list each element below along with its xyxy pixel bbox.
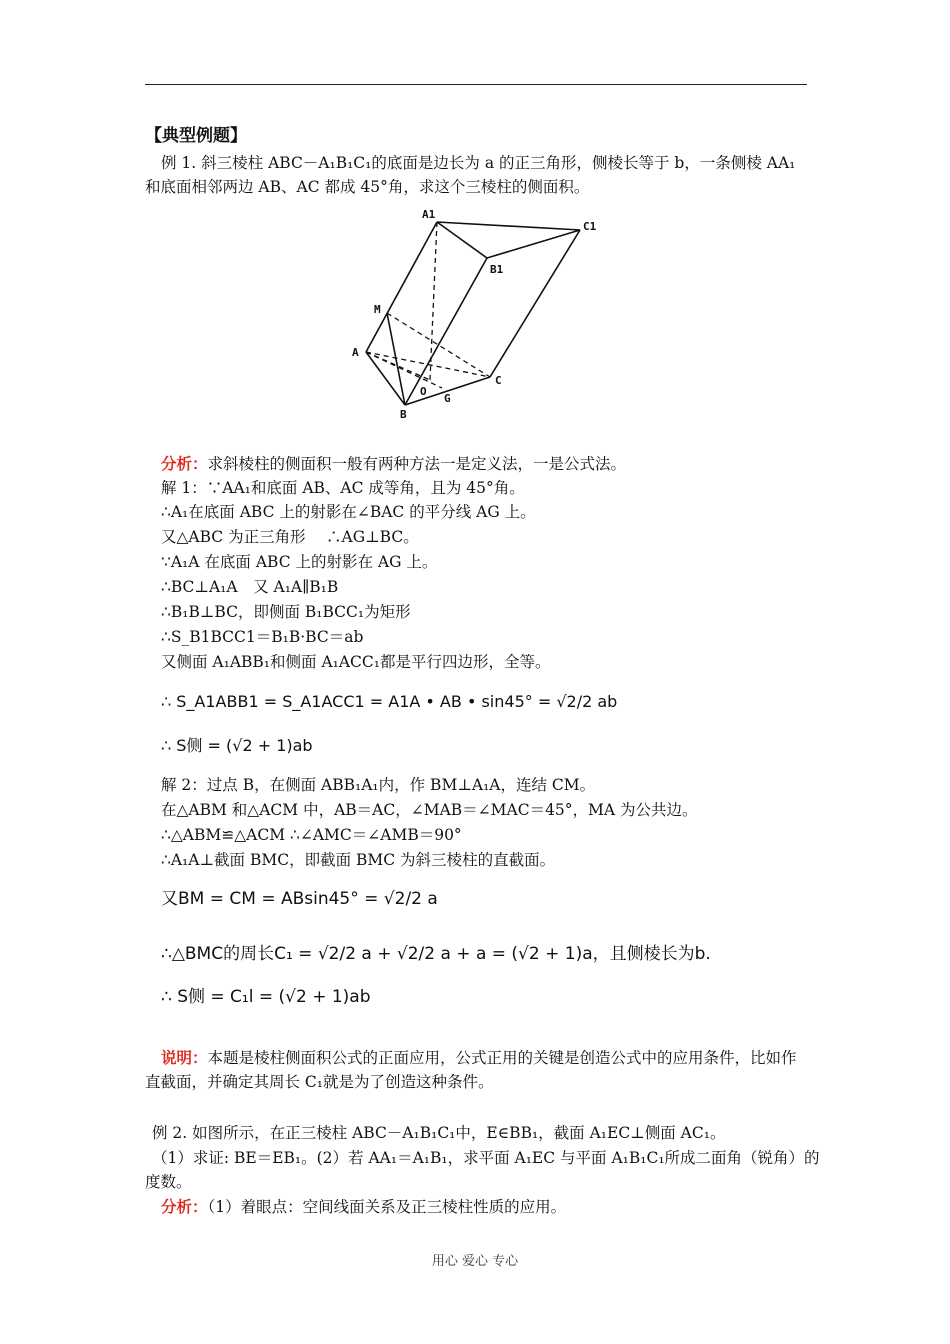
note-text: 本题是棱柱侧面积公式的正面应用，公式正用的关键是创造公式中的应用条件，比如作直截面，并确定其周长 C₁就是为了创造这种条件。	[145, 1049, 797, 1091]
page-footer: 用心 爱心 专心	[431, 1254, 519, 1269]
example2-line: 例 2. 如图所示，在正三棱柱 ABC－A₁B₁C₁中，E∈BB₁，截面 A₁EC⊥侧面 AC₁。	[152, 1124, 726, 1142]
formula-total-1: ∴ S侧 = (√2 + 1)ab	[161, 736, 313, 755]
analysis-1	[161, 452, 811, 476]
label-B1: B1	[490, 263, 504, 276]
header-rule	[145, 84, 807, 85]
prism-figure	[340, 200, 610, 430]
label-B: B	[400, 408, 407, 421]
solution2-line: ∴A₁A⊥截面 BMC，即截面 BMC 为斜三棱柱的直截面。	[161, 851, 556, 869]
solution2-line: ∴△ABM≌△ACM ∴∠AMC＝∠AMB＝90°	[161, 826, 462, 844]
solution1-line: ∴B₁B⊥BC，即侧面 B₁BCC₁为矩形	[161, 603, 411, 621]
label-O: O	[420, 385, 427, 398]
solution2-line: 在△ABM 和△ACM 中，AB＝AC，∠MAB＝∠MAC＝45°，MA 为公共边。	[161, 801, 698, 819]
solution2-line: 解 2：过点 B，在侧面 ABB₁A₁内，作 BM⊥A₁A，连结 CM。	[161, 776, 596, 794]
analysis2-text: （1）着眼点：空间线面关系及正三棱柱性质的应用。	[207, 1198, 567, 1216]
solution1-line: ∴A₁在底面 ABC 上的射影在∠BAC 的平分线 AG 上。	[161, 503, 536, 521]
label-M: M	[374, 303, 381, 316]
label-G: G	[444, 392, 451, 405]
label-A1: A1	[422, 208, 436, 221]
formula-lateral-face: ∴ S_A1ABB1 = S_A1ACC1 = A1A • AB • sin45° = √2/2 ab	[161, 692, 618, 711]
example1-line2: 和底面相邻两边 AB、AC 都成 45°角，求这个三棱柱的侧面积。	[145, 178, 590, 196]
solution1-line: ∴S_B1BCC1＝B₁B·BC＝ab	[161, 628, 364, 646]
formula-perimeter: ∴△BMC的周长C₁ = √2/2 a + √2/2 a + a = (√2 + 1)a，且侧棱长为b.	[161, 944, 711, 964]
analysis-text: 求斜棱柱的侧面积一般有两种方法一是定义法，一是公式法。	[207, 455, 627, 473]
analysis-2	[161, 1195, 811, 1219]
analysis-label: 分析：	[161, 454, 208, 473]
solution1-line: ∴BC⊥A₁A 又 A₁A∥B₁B	[161, 578, 339, 596]
example2-line: （1）求证: BE＝EB₁。(2）若 AA₁＝A₁B₁，求平面 A₁EC 与平面 A₁B₁C₁所成二面角（锐角）的	[152, 1149, 820, 1167]
section-heading: 【典型例题】	[145, 126, 247, 146]
formula-total-2: ∴ S侧 = C₁l = (√2 + 1)ab	[161, 987, 371, 1007]
label-C1: C1	[583, 220, 597, 233]
solution1-line: 又侧面 A₁ABB₁和侧面 A₁ACC₁都是平行四边形，全等。	[161, 653, 551, 671]
example2-line: 度数。	[145, 1173, 192, 1191]
note-label: 说明：	[161, 1048, 208, 1067]
example1-line1: 例 1. 斜三棱柱 ABC－A₁B₁C₁的底面是边长为 a 的正三角形，侧棱长等于 b，一条侧棱 AA₁	[161, 154, 796, 172]
solution1-line: 解 1：∵AA₁和底面 AB、AC 成等角，且为 45°角。	[161, 479, 525, 497]
solution1-line: ∵A₁A 在底面 ABC 上的射影在 AG 上。	[161, 553, 438, 571]
analysis2-label: 分析：	[161, 1197, 208, 1216]
note-paragraph	[145, 1046, 807, 1094]
solution1-line: 又△ABC 为正三角形 ∴AG⊥BC。	[161, 528, 419, 546]
formula-bm: 又BM = CM = ABsin45° = √2/2 a	[161, 889, 438, 909]
label-A: A	[352, 346, 359, 359]
label-C: C	[495, 374, 502, 387]
